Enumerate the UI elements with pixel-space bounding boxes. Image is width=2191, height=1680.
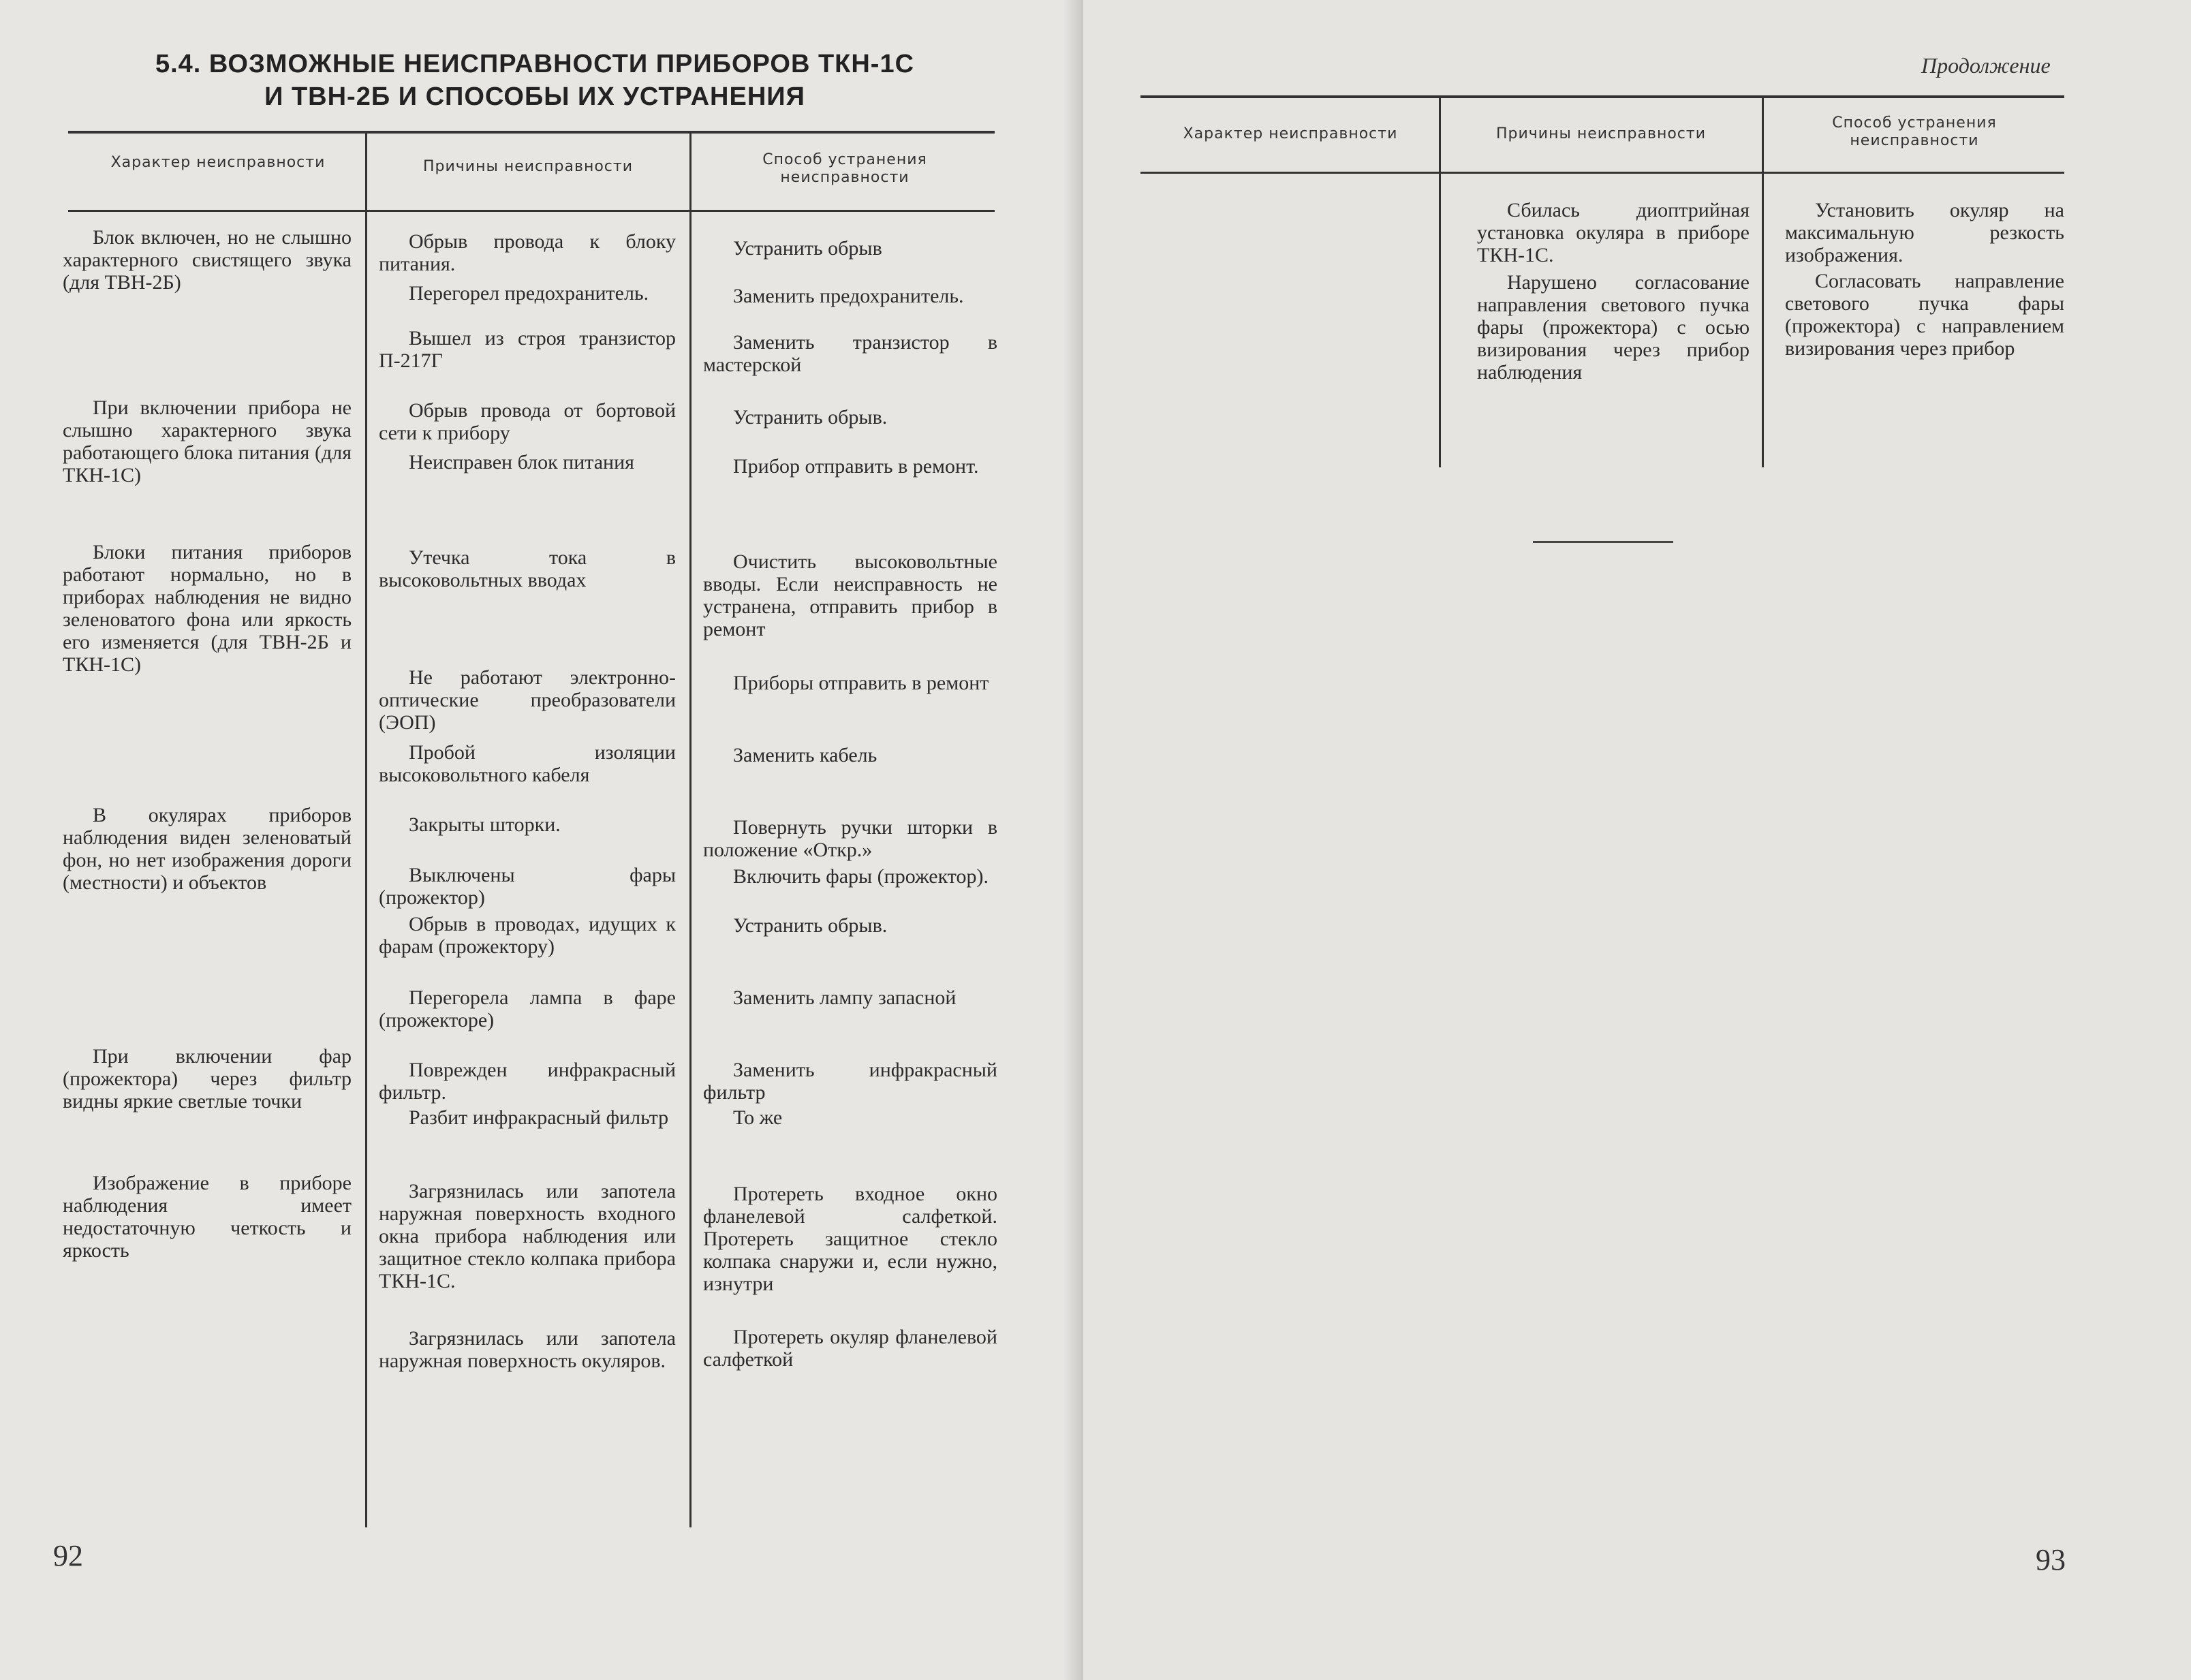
continued-label: Продолжение <box>1921 53 2051 78</box>
remedy-cell: Устранить обрыв. <box>733 406 888 429</box>
cause-cell: Выключены фары (прожектор) <box>379 864 676 909</box>
remedy-cell: Заменить предохранитель. <box>733 285 964 307</box>
remedy-cell: То же <box>733 1106 783 1129</box>
remedy-cell: Очистить высоковольтные вводы. Если неисправность не устранена, отправить прибор в ремонт <box>703 550 997 640</box>
title-line-2: И ТВН-2Б И СПОСОБЫ ИХ УСТРАНЕНИЯ <box>264 82 805 111</box>
cause-cell: Загрязнилась или запотела наружная поверхность окуляров. <box>379 1327 676 1372</box>
fault-cell: При включении прибора не слышно характерного звука работающего блока питания (для ТКН-1С) <box>63 396 352 486</box>
remedy-cell: Приборы отправить в ремонт <box>733 672 989 694</box>
cause-cell: Загрязнилась или запотела наружная поверхность входного окна прибора наблюдения или защитное стекло колпака прибора ТКН-1С. <box>379 1180 676 1292</box>
remedy-cell: Устранить обрыв <box>733 237 882 260</box>
fault-cell: При включении фар (прожектора) через фильтр видны яркие светлые точки <box>63 1045 352 1113</box>
cause-cell: Неисправен блок питания <box>409 451 634 473</box>
table-top-rule <box>68 131 995 134</box>
fault-cell: В окулярах приборов наблюдения виден зеленоватый фон, но нет изображения дороги (местности) и объектов <box>63 804 352 894</box>
page-number: 92 <box>53 1539 83 1572</box>
column-divider-1 <box>1439 95 1441 467</box>
end-of-section-rule <box>1533 541 1673 543</box>
column-divider-1 <box>365 131 367 1527</box>
remedy-cell: Протереть входное окно фланелевой салфеткой. Протереть защитное стекло колпака снаружи и, если нужно, изнутри <box>703 1183 997 1295</box>
remedy-cell: Повернуть ручки шторки в положение «Откр.» <box>703 816 997 861</box>
table-header-rule <box>1140 172 2064 174</box>
cause-cell: Обрыв провода от бортовой сети к прибору <box>379 399 676 444</box>
cause-cell: Нарушено согласование направления светового пучка фары (прожектора) с осью визирования через прибор наблюдения <box>1477 271 1750 384</box>
header-cause: Причины неисправности <box>422 158 633 175</box>
cause-cell: Утечка тока в высоковольтных вводах <box>379 546 676 591</box>
remedy-cell: Прибор отправить в ремонт. <box>733 455 979 478</box>
fault-cell: Изображение в приборе наблюдения имеет недостаточную четкость и яркость <box>63 1172 352 1262</box>
cause-cell: Перегорел предохранитель. <box>409 282 649 305</box>
page-number: 93 <box>2036 1543 2066 1576</box>
cause-cell: Обрыв в проводах, идущих к фарам (прожектору) <box>379 913 676 958</box>
cause-cell: Пробой изоляции высоковольтного кабеля <box>379 741 676 786</box>
page-title <box>68 48 1001 113</box>
remedy-cell: Заменить лампу запасной <box>733 986 957 1009</box>
header-fault: Характер неисправности <box>110 154 326 171</box>
header-fault: Характер неисправности <box>1183 125 1398 142</box>
cause-cell: Поврежден инфракрасный фильтр. <box>379 1059 676 1104</box>
fault-cell: Блок включен, но не слышно характерного свистящего звука (для ТВН-2Б) <box>63 226 352 294</box>
table-header-rule <box>68 210 995 212</box>
header-remedy: Способ устранения неисправности <box>1832 114 1997 149</box>
column-divider-2 <box>689 131 692 1527</box>
remedy-cell: Заменить транзистор в мастерской <box>703 331 997 376</box>
header-cause: Причины неисправности <box>1495 125 1706 142</box>
remedy-cell: Установить окуляр на максимальную резкость изображения. <box>1785 199 2064 266</box>
remedy-cell: Заменить инфракрасный фильтр <box>703 1059 997 1104</box>
left-page <box>0 0 1083 1680</box>
cause-cell: Разбит инфракрасный фильтр <box>409 1106 669 1129</box>
remedy-cell: Протереть окуляр фланелевой салфеткой <box>703 1326 997 1371</box>
column-divider-2 <box>1762 95 1764 467</box>
remedy-cell: Согласовать направление светового пучка фары (прожектора) с направлением визирования через прибор <box>1785 270 2064 360</box>
cause-cell: Обрыв провода к блоку питания. <box>379 230 676 275</box>
title-line-1: 5.4. ВОЗМОЖНЫЕ НЕИСПРАВНОСТИ ПРИБОРОВ ТКН-1С <box>155 50 915 78</box>
remedy-cell: Заменить кабель <box>733 744 877 766</box>
cause-cell: Сбилась диоптрийная установка окуляра в приборе ТКН-1С. <box>1477 199 1750 266</box>
table-top-rule <box>1140 95 2064 98</box>
remedy-cell: Устранить обрыв. <box>733 914 888 937</box>
cause-cell: Закрыты шторки. <box>409 813 561 836</box>
right-page <box>1083 0 2191 1680</box>
cause-cell: Не работают электронно-оптические преобразователи (ЭОП) <box>379 666 676 734</box>
header-remedy: Способ устранения неисправности <box>762 151 927 186</box>
cause-cell: Перегорела лампа в фаре (прожекторе) <box>379 986 676 1031</box>
remedy-cell: Включить фары (прожектор). <box>733 865 989 888</box>
fault-cell: Блоки питания приборов работают нормально, но в приборах наблюдения не видно зеленоватого фона или яркость его изменяется (для ТВН-2Б и ТКН-1С) <box>63 541 352 676</box>
cause-cell: Вышел из строя транзистор П-217Г <box>379 327 676 372</box>
